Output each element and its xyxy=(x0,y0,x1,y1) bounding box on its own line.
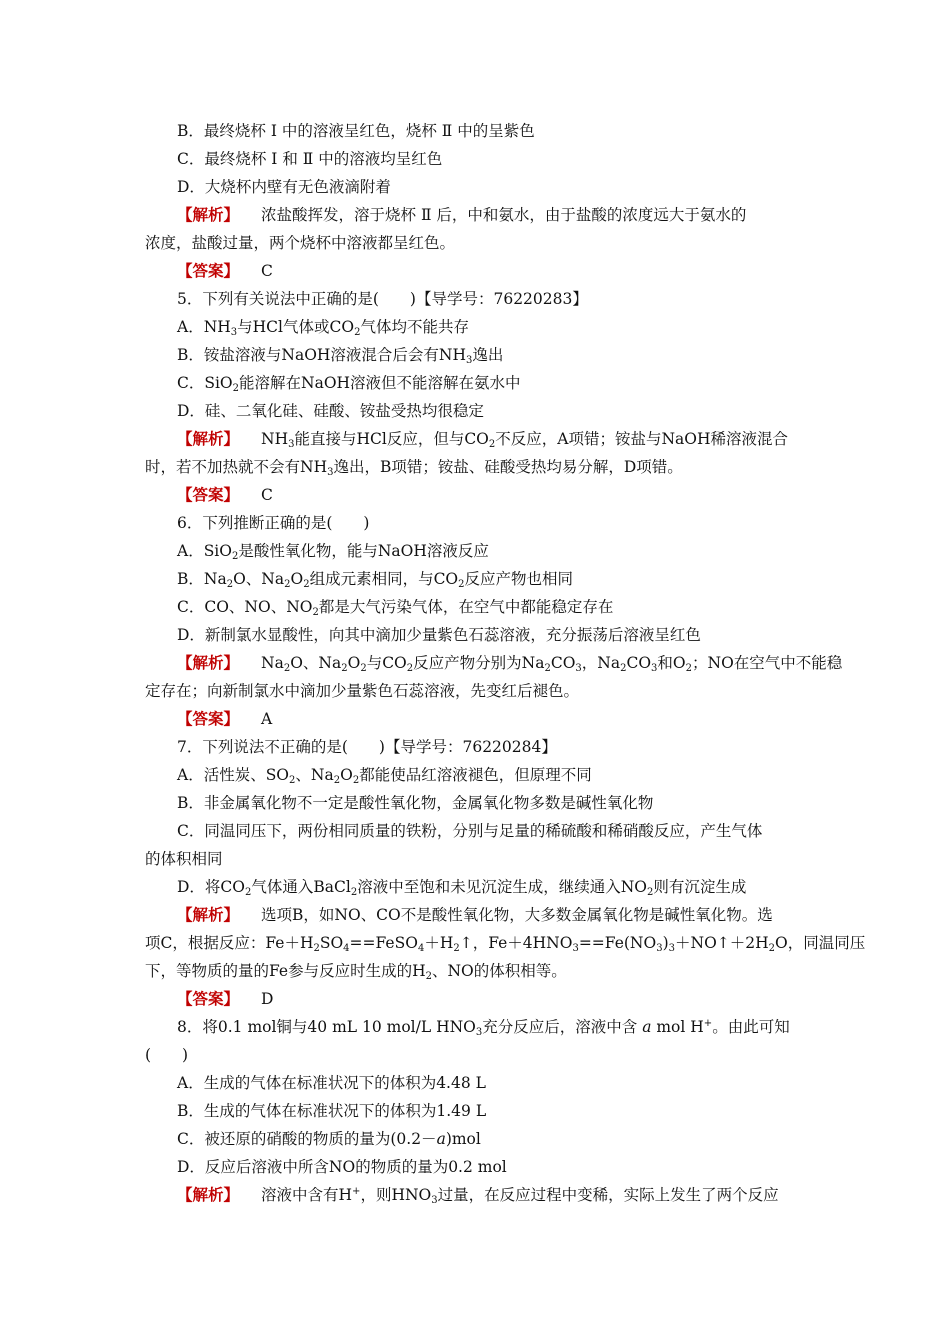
q7-answer: 【答案】 D xyxy=(177,989,274,1008)
analysis-tag: 【解析】 xyxy=(177,653,240,672)
q4-answer: 【答案】 C xyxy=(177,261,273,280)
q5-stem: 5．下列有关说法中正确的是( )【导学号：76220283】 xyxy=(177,290,588,308)
q6-option-b: B．$Na_2O$、$Na_2O_2$组成元素相同，与$CO_2$反应产物也相同 xyxy=(177,570,574,590)
q8-stem: 8．将0.1 mol铜与40 mL 10 mol/L $HNO_3$充分反应后，溶液中含 a mol H+。由此可知 xyxy=(177,1018,790,1038)
q6-stem: 6．下列推断正确的是( ) xyxy=(177,514,370,532)
q4-analysis: 【解析】 浓盐酸挥发，溶于烧杯 Ⅱ 后，中和氨水，由于盐酸的浓度远大于氨水的 xyxy=(177,205,747,224)
q8-stem-cont: ( ) xyxy=(145,1046,189,1064)
q5-analysis: 【解析】 $NH_3$能直接与HCl反应，但与$CO_2$不反应，A项错；铵盐与NaOH稀溶液混合 xyxy=(177,429,788,450)
analysis-tag: 【解析】 xyxy=(177,905,240,924)
q5-analysis-cont: 时，若不加热就不会有$NH_3$逸出，B项错；铵盐、硅酸受热均易分解，D项错。 xyxy=(145,458,683,478)
q7-analysis-cont2: 下，等物质的量的Fe参与反应时生成的$H_2$、NO的体积相等。 xyxy=(145,962,567,982)
q6-answer: 【答案】 A xyxy=(177,709,273,728)
q7-option-a: A．活性炭、$SO_2$、$Na_2O_2$都能使品红溶液褪色，但原理不同 xyxy=(177,766,592,786)
q7-stem: 7．下列说法不正确的是( )【导学号：76220284】 xyxy=(177,738,557,756)
q5-option-b: B．铵盐溶液与NaOH溶液混合后会有$NH_3$逸出 xyxy=(177,346,504,366)
q8-option-c: C．被还原的硝酸的物质的量为(0.2－a)mol xyxy=(177,1130,481,1148)
q6-analysis: 【解析】 $Na_2O$、$Na_2O_2$与$CO_2$反应产物分别为$Na_2CO_3$，$Na_2CO_3$和$O_2$；NO在空气中不能稳 xyxy=(177,653,843,674)
q5-answer: 【答案】 C xyxy=(177,485,273,504)
answer-tag: 【答案】 xyxy=(177,709,240,728)
analysis-tag: 【解析】 xyxy=(177,205,240,224)
answer-tag: 【答案】 xyxy=(177,989,240,1008)
q8-option-d: D．反应后溶液中所含NO的物质的量为0.2 mol xyxy=(177,1158,507,1176)
q5-option-a: A．$NH_3$与HCl气体或$CO_2$气体均不能共存 xyxy=(177,318,469,338)
q7-option-d: D．将$CO_2$气体通入BaCl$_2$溶液中至饱和未见沉淀生成，继续通入$NO_2$则有沉淀生成 xyxy=(177,878,747,898)
q6-option-c: C．CO、NO、$NO_2$都是大气污染气体，在空气中都能稳定存在 xyxy=(177,598,614,618)
q5-option-c: C．SiO$_2$能溶解在NaOH溶液但不能溶解在氨水中 xyxy=(177,374,521,394)
q4-option-d: D．大烧杯内壁有无色液滴附着 xyxy=(177,178,391,196)
answer-tag: 【答案】 xyxy=(177,485,240,504)
q8-option-b: B．生成的气体在标准状况下的体积为1.49 L xyxy=(177,1102,487,1120)
q6-analysis-cont: 定存在；向新制氯水中滴加少量紫色石蕊溶液，先变红后褪色。 xyxy=(145,682,580,700)
q7-analysis-cont1: 项C，根据反应：$Fe+H_2SO_4==FeSO_4+H_2↑$，$Fe+4HNO_3==Fe(NO_3)_3+NO↑+2H_2O$，同温同压 xyxy=(145,934,866,954)
q8-option-a: A．生成的气体在标准状况下的体积为4.48 L xyxy=(177,1074,486,1092)
q7-analysis: 【解析】 选项B，如NO、CO不是酸性氧化物，大多数金属氧化物是碱性氧化物。选 xyxy=(177,905,773,924)
q7-option-c: C．同温同压下，两份相同质量的铁粉，分别与足量的稀硫酸和稀硝酸反应，产生气体 xyxy=(177,822,763,840)
q4-option-c: C．最终烧杯 Ⅰ 和 Ⅱ 中的溶液均呈红色 xyxy=(177,150,443,168)
q6-option-d: D．新制氯水显酸性，向其中滴加少量紫色石蕊溶液，充分振荡后溶液呈红色 xyxy=(177,626,701,644)
analysis-tag: 【解析】 xyxy=(177,1185,240,1204)
q7-option-b: B．非金属氧化物不一定是酸性氧化物，金属氧化物多数是碱性氧化物 xyxy=(177,794,654,812)
q4-analysis-cont: 浓度，盐酸过量，两个烧杯中溶液都呈红色。 xyxy=(145,234,456,252)
q8-analysis: 【解析】 溶液中含有H+，则$HNO_3$过量，在反应过程中变稀，实际上发生了两个反应 xyxy=(177,1185,779,1206)
q7-option-c-cont: 的体积相同 xyxy=(145,850,223,868)
q4-option-b: B．最终烧杯 Ⅰ 中的溶液呈红色，烧杯 Ⅱ 中的呈紫色 xyxy=(177,122,535,140)
analysis-tag: 【解析】 xyxy=(177,429,240,448)
answer-tag: 【答案】 xyxy=(177,261,240,280)
q6-option-a: A．SiO$_2$是酸性氧化物，能与NaOH溶液反应 xyxy=(177,542,489,562)
q5-option-d: D．硅、二氧化硅、硅酸、铵盐受热均很稳定 xyxy=(177,402,484,420)
